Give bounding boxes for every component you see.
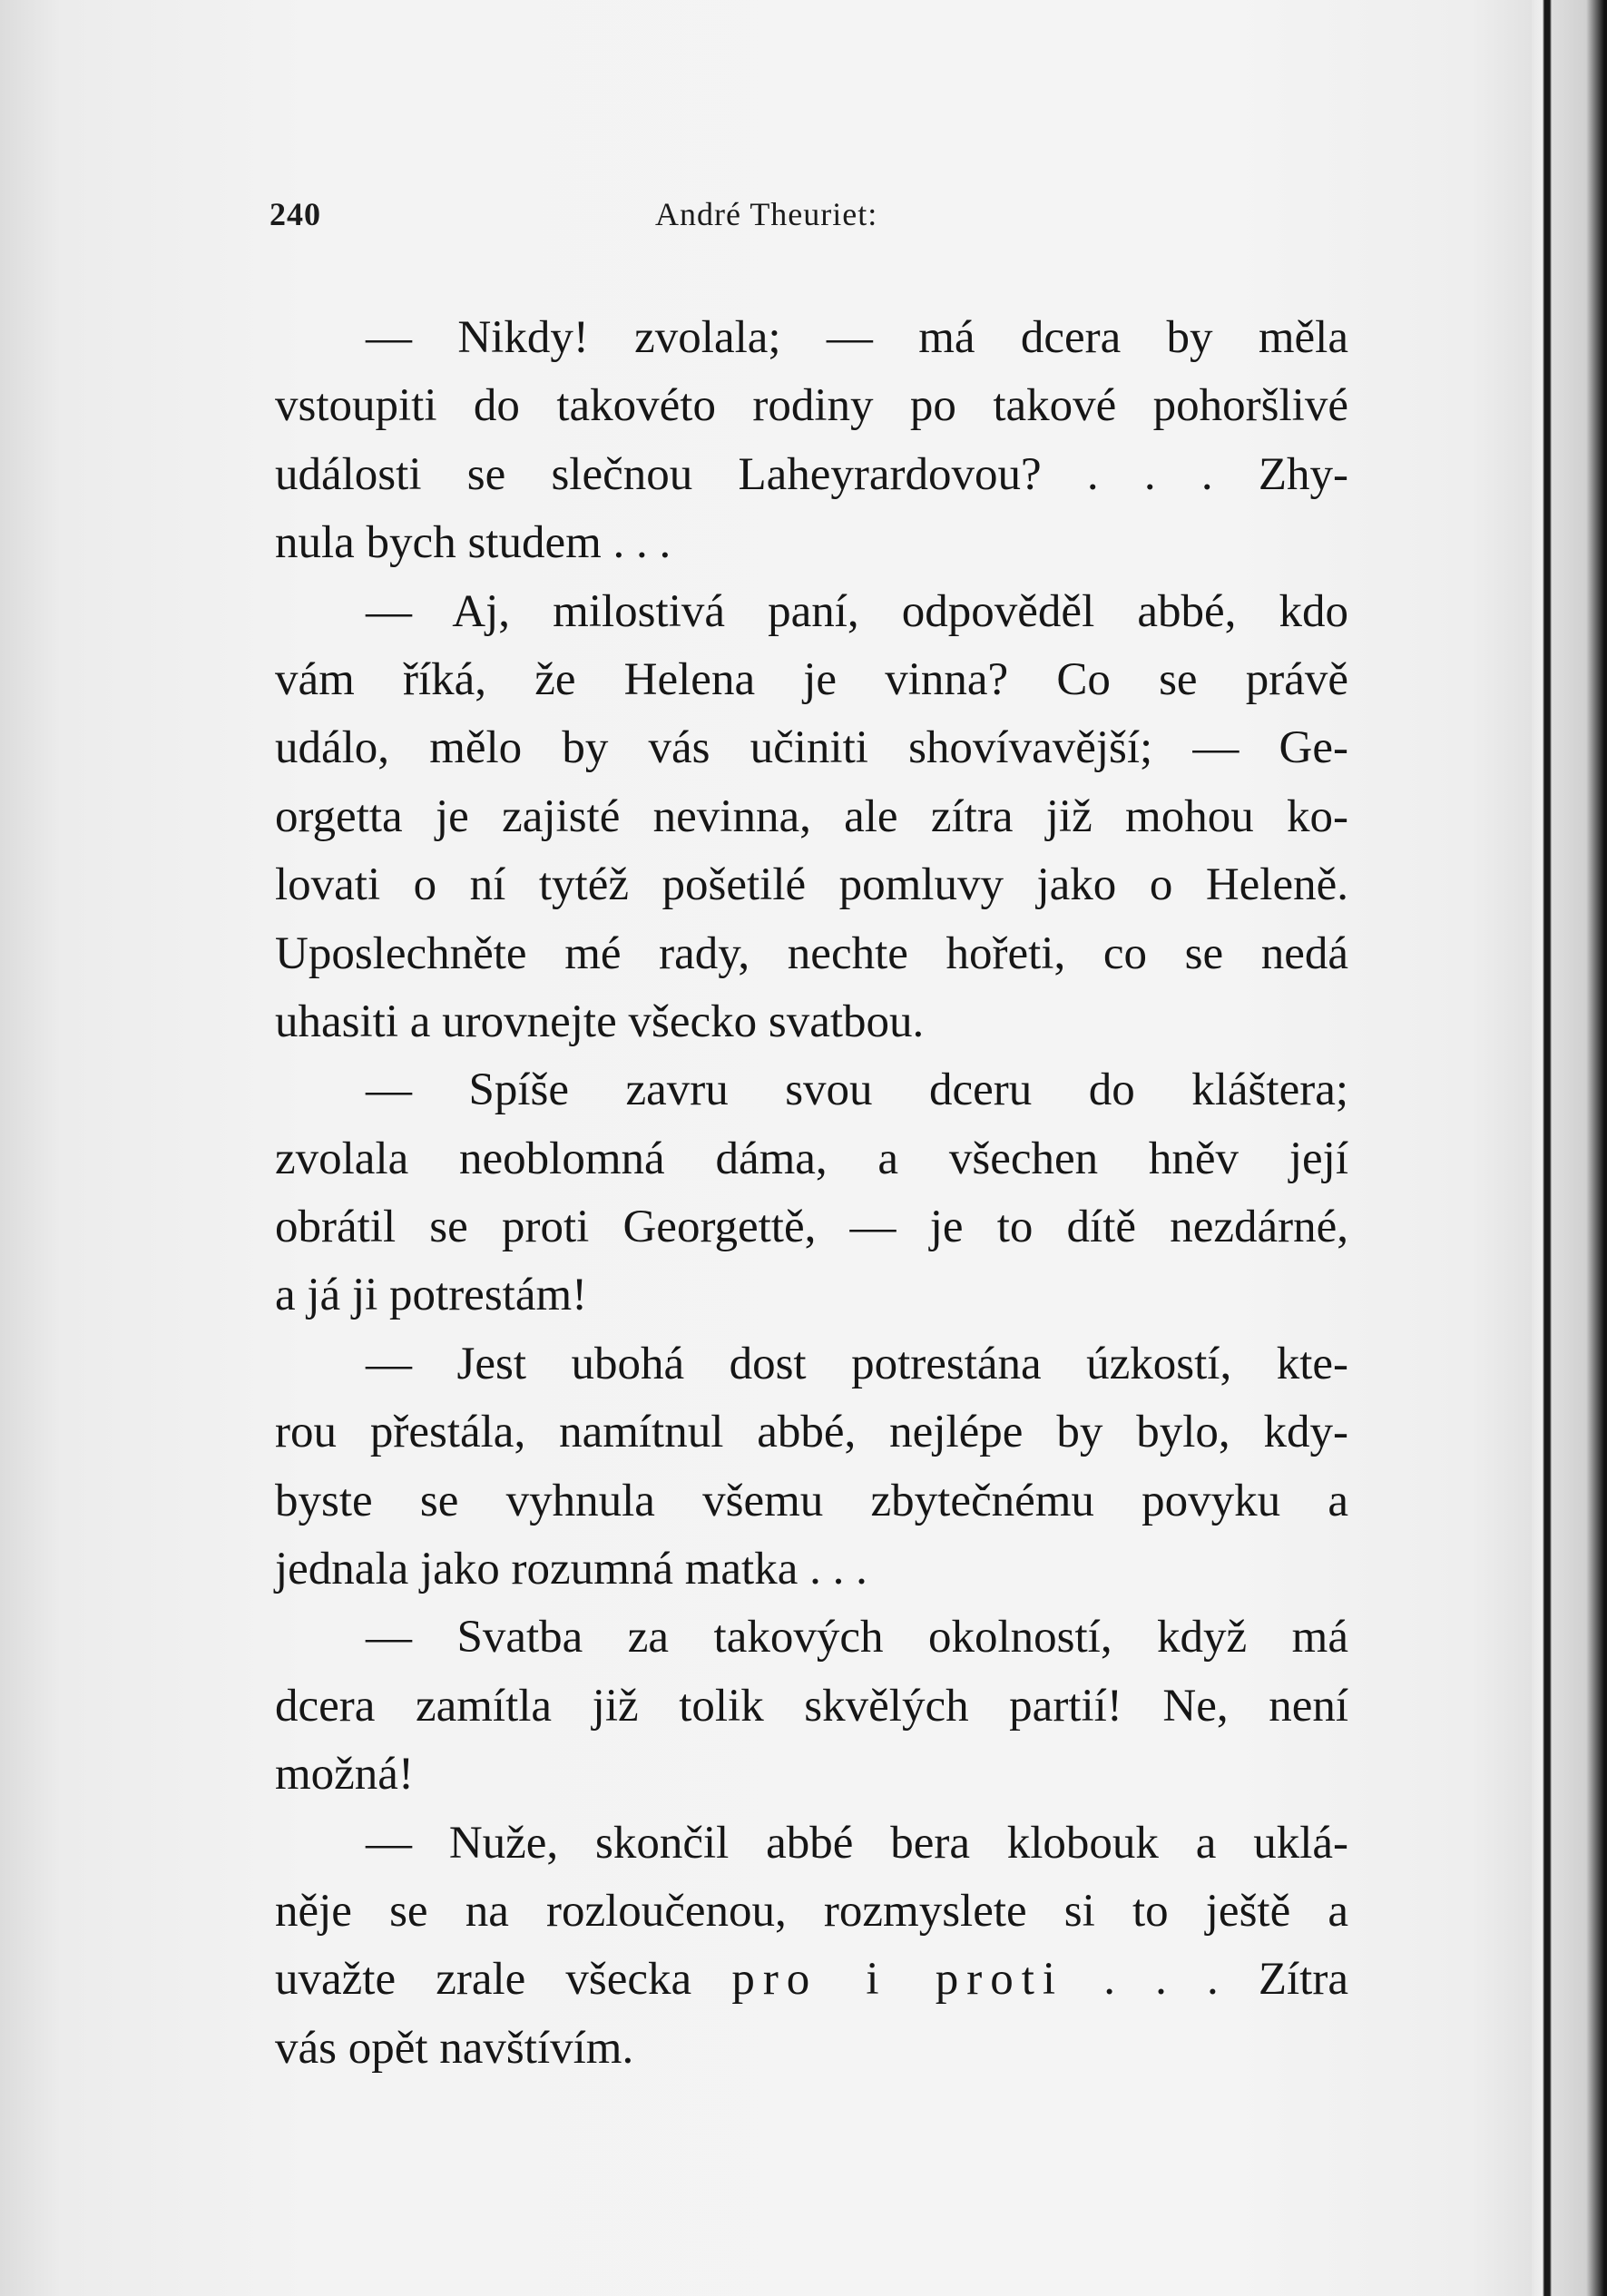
text-line: obrátil se proti Georgettě, — je to dítě nezdárné, <box>275 1202 1348 1253</box>
text-line: — Jest ubohá dost potrestána úzkostí, kte- <box>366 1338 1348 1389</box>
paragraph <box>275 1604 1348 1809</box>
text-line: událo, mělo by vás učiniti shovívavější; — Ge- <box>275 722 1348 774</box>
spaced-emphasis: pro i proti <box>731 1954 1064 2006</box>
text-segment: . . . Zítra <box>1063 1954 1348 2006</box>
text-line: — Nuže, skončil abbé bera klobouk a uklá- <box>366 1817 1348 1869</box>
text-line: nula bych studem . . . <box>275 517 671 569</box>
text-line: vstoupiti do takovéto rodiny po takové pohoršlivé <box>275 380 1348 432</box>
text-line: možná! <box>275 1749 414 1800</box>
text-line: zvolala neoblomná dáma, a všechen hněv její <box>275 1133 1348 1184</box>
text-line: lovati o ní tytéž pošetilé pomluvy jako o Heleně. <box>275 859 1348 911</box>
page-number: 240 <box>269 196 321 232</box>
text-line: jednala jako rozumná matka . . . <box>275 1544 867 1595</box>
text-line: uhasiti a urovnejte všecko svatbou. <box>275 996 925 1047</box>
text-line: orgetta je zajisté nevinna, ale zítra již mohou ko- <box>275 790 1348 842</box>
text-line: Uposlechněte mé rady, nechte hořeti, co se nedá <box>275 927 1348 979</box>
text-line: — Spíše zavru svou dceru do kláštera; <box>366 1065 1348 1116</box>
text-line: a já ji potrestám! <box>275 1270 588 1321</box>
text-line: vás opět navštívím. <box>275 2022 634 2074</box>
text-segment: uvažte zrale všecka <box>275 1954 732 2006</box>
running-head: André Theuriet: <box>655 196 878 232</box>
paragraph <box>275 578 1348 1057</box>
text-line: — Svatba za takových okolností, když má <box>366 1612 1348 1663</box>
book-spine-edge <box>1532 0 1607 2296</box>
text-line: — Aj, milostivá paní, odpověděl abbé, kdo <box>366 585 1348 637</box>
text-line: — Nikdy! zvolala; — má dcera by měla <box>366 312 1348 363</box>
paragraph <box>275 1810 1348 2084</box>
paragraph <box>275 304 1348 578</box>
text-line: rou přestála, namítnul abbé, nejlépe by bylo, kdy- <box>275 1407 1348 1458</box>
paragraph <box>275 1330 1348 1604</box>
text-line: byste se vyhnula všemu zbytečnému povyku a <box>275 1475 1348 1526</box>
text-line: něje se na rozloučenou, rozmyslete si to ještě a <box>275 1885 1348 1937</box>
paragraph <box>275 1056 1348 1330</box>
text-line: vám říká, že Helena je vinna? Co se právě <box>275 653 1348 705</box>
page-header <box>269 195 959 240</box>
text-line <box>275 1946 1348 2014</box>
body-text <box>275 304 1348 2083</box>
text-line: dcera zamítla již tolik skvělých partií! Ne, není <box>275 1680 1348 1732</box>
text-line: události se slečnou Laheyrardovou? . . . Zhy- <box>275 448 1348 500</box>
